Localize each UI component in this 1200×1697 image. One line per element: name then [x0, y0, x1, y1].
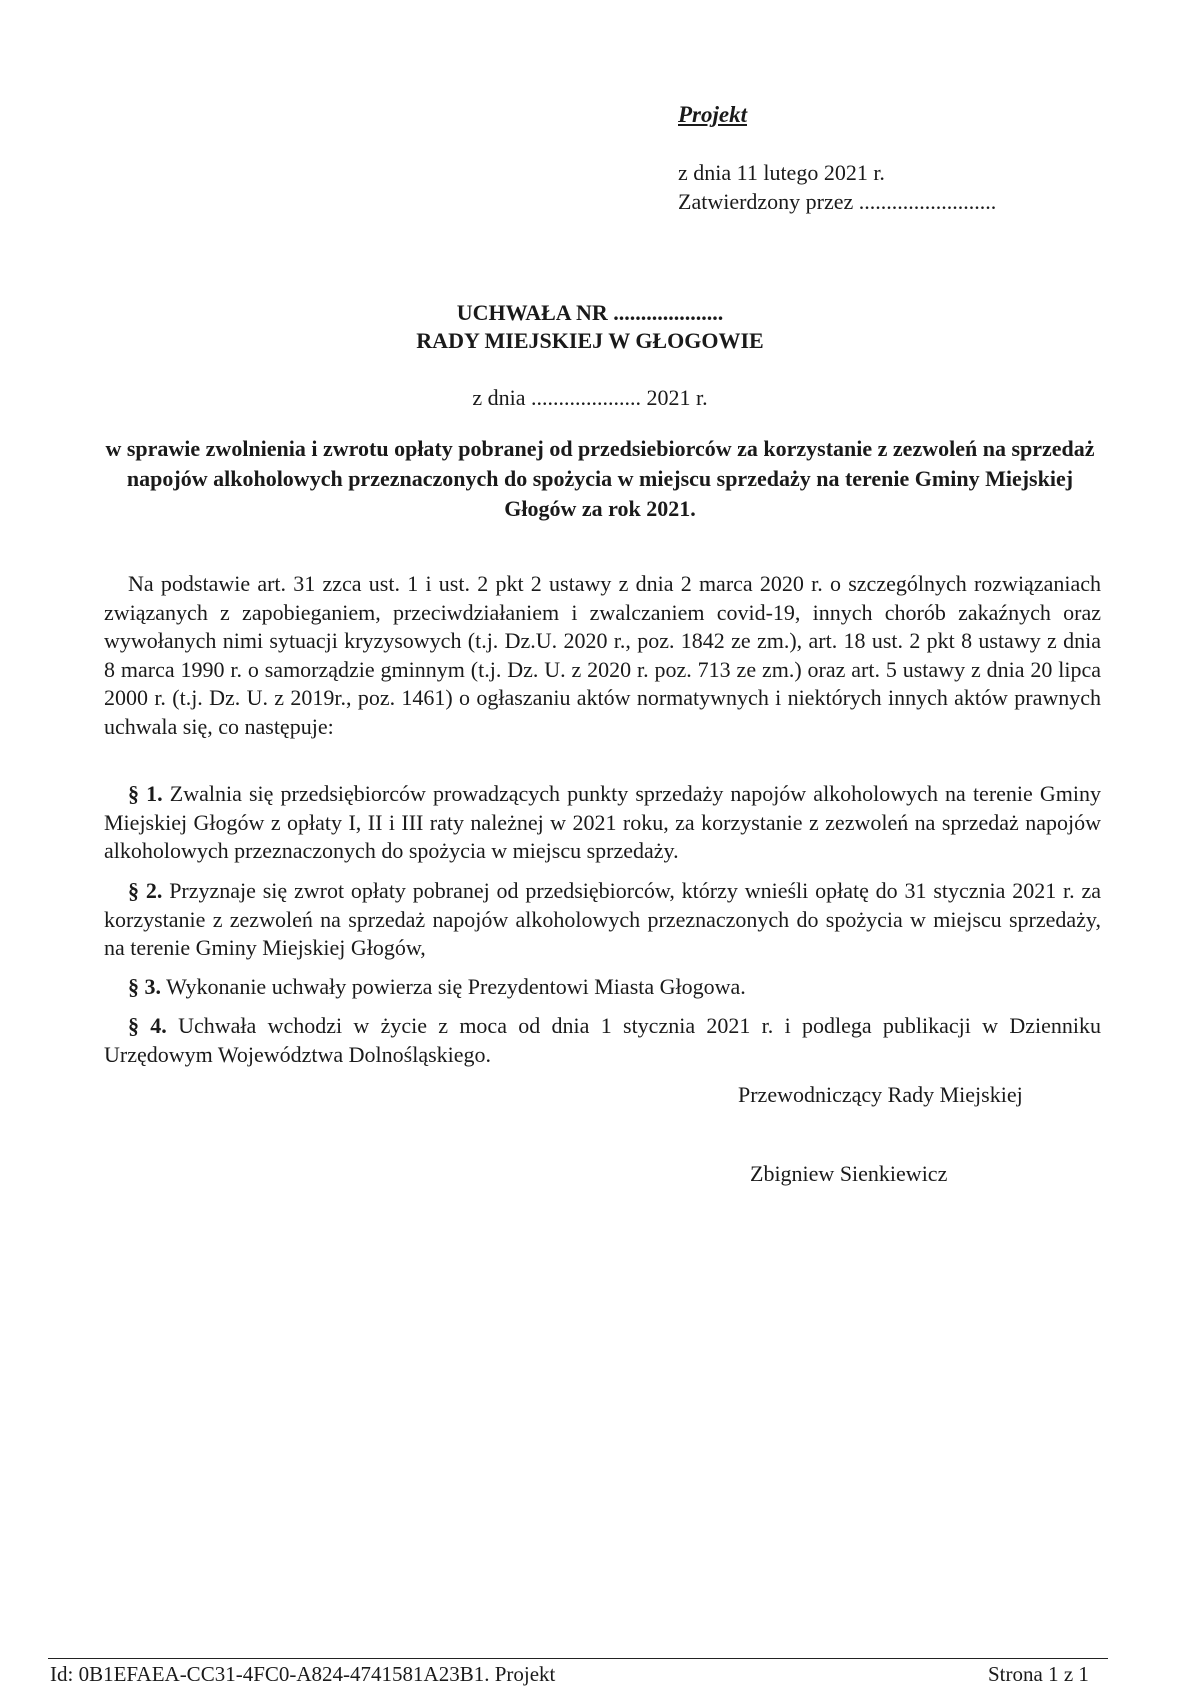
- paragraph-1: [104, 780, 1101, 866]
- approved-by: Zatwierdzony przez .........................: [678, 189, 997, 214]
- paragraph-text: Przyznaje się zwrot opłaty pobranej od przedsiębiorców, którzy wnieśli opłatę do 31 stycznia 2021 r. za korzystanie z zezwoleń na sprzedaż napojów alkoholowych przeznaczonych do spożycia w miejscu sprzedaży, na terenie Gminy Miejskiej Głogów,: [104, 878, 1102, 960]
- council-name: RADY MIEJSKIEJ W GŁOGOWIE: [416, 328, 764, 353]
- paragraph-4: [104, 1012, 1101, 1069]
- paragraph-sign: § 3.: [128, 974, 161, 999]
- signatory-name: Zbigniew Sienkiewicz: [750, 1161, 948, 1186]
- resolution-date: z dnia .................... 2021 r.: [472, 385, 708, 410]
- header-date: z dnia 11 lutego 2021 r.: [678, 160, 885, 185]
- resolution-number: UCHWAŁA NR ....................: [456, 300, 724, 325]
- document-status: Projekt: [678, 102, 747, 127]
- paragraph-2: [104, 877, 1101, 963]
- paragraph-sign: § 1.: [128, 781, 163, 806]
- paragraph-text: Uchwała wchodzi w życie z moca od dnia 1 stycznia 2021 r. i podlega publikacji w Dzienniku Urzędowym Województwa Dolnośląskiego.: [104, 1013, 1102, 1067]
- page-number: Strona 1 z 1: [988, 1662, 1089, 1686]
- paragraph-text: Zwalnia się przedsiębiorców prowadzących punkty sprzedaży napojów alkoholowych na terenie Gminy Miejskiej Głogów z opłaty I, II i III raty należnej w 2021 roku, za korzystanie z zezwoleń na sprzedaż napojów alkoholowych przeznaczonych do spożycia w miejscu sprzedaży.: [104, 781, 1102, 863]
- footer-divider: [48, 1658, 1108, 1659]
- signatory-role: Przewodniczący Rady Miejskiej: [738, 1082, 1023, 1107]
- preamble: Na podstawie art. 31 zzca ust. 1 i ust. 2 pkt 2 ustawy z dnia 2 marca 2020 r. o szczególnych rozwiązaniach związanych z zapobieganiem, przeciwdziałaniem i zwalczaniem covid-19, innych chorób zakaźnych oraz wywołanych nimi sytuacji kryzysowych (t.j. Dz.U. 2020 r., poz. 1842 ze zm.), art. 18 ust. 2 pkt 8 ustawy z dnia 8 marca 1990 r. o samorządzie gminnym (t.j. Dz. U. z 2020 r. poz. 713 ze zm.) oraz art. 5 ustawy z dnia 20 lipca 2000 r. (t.j. Dz. U. z 2019r., poz. 1461) o ogłaszaniu aktów normatywnych i niektórych innych aktów prawnych uchwala się, co następuje:: [104, 571, 1101, 739]
- paragraph-sign: § 4.: [128, 1013, 167, 1038]
- paragraph-text: Wykonanie uchwały powierza się Prezydentowi Miasta Głogowa.: [166, 974, 746, 999]
- resolution-subject: w sprawie zwolnienia i zwrotu opłaty pobranej od przedsiebiorców za korzystanie z zezwoleń na sprzedaż napojów alkoholowych przeznaczonych do spożycia w miejscu sprzedaży na terenie Gminy Miejskiej Głogów za rok 2021.: [105, 436, 1095, 521]
- document-id: Id: 0B1EFAEA-CC31-4FC0-A824-4741581A23B1. Projekt: [50, 1662, 556, 1686]
- paragraph-sign: § 2.: [128, 878, 163, 903]
- paragraph-3: [104, 973, 1101, 1002]
